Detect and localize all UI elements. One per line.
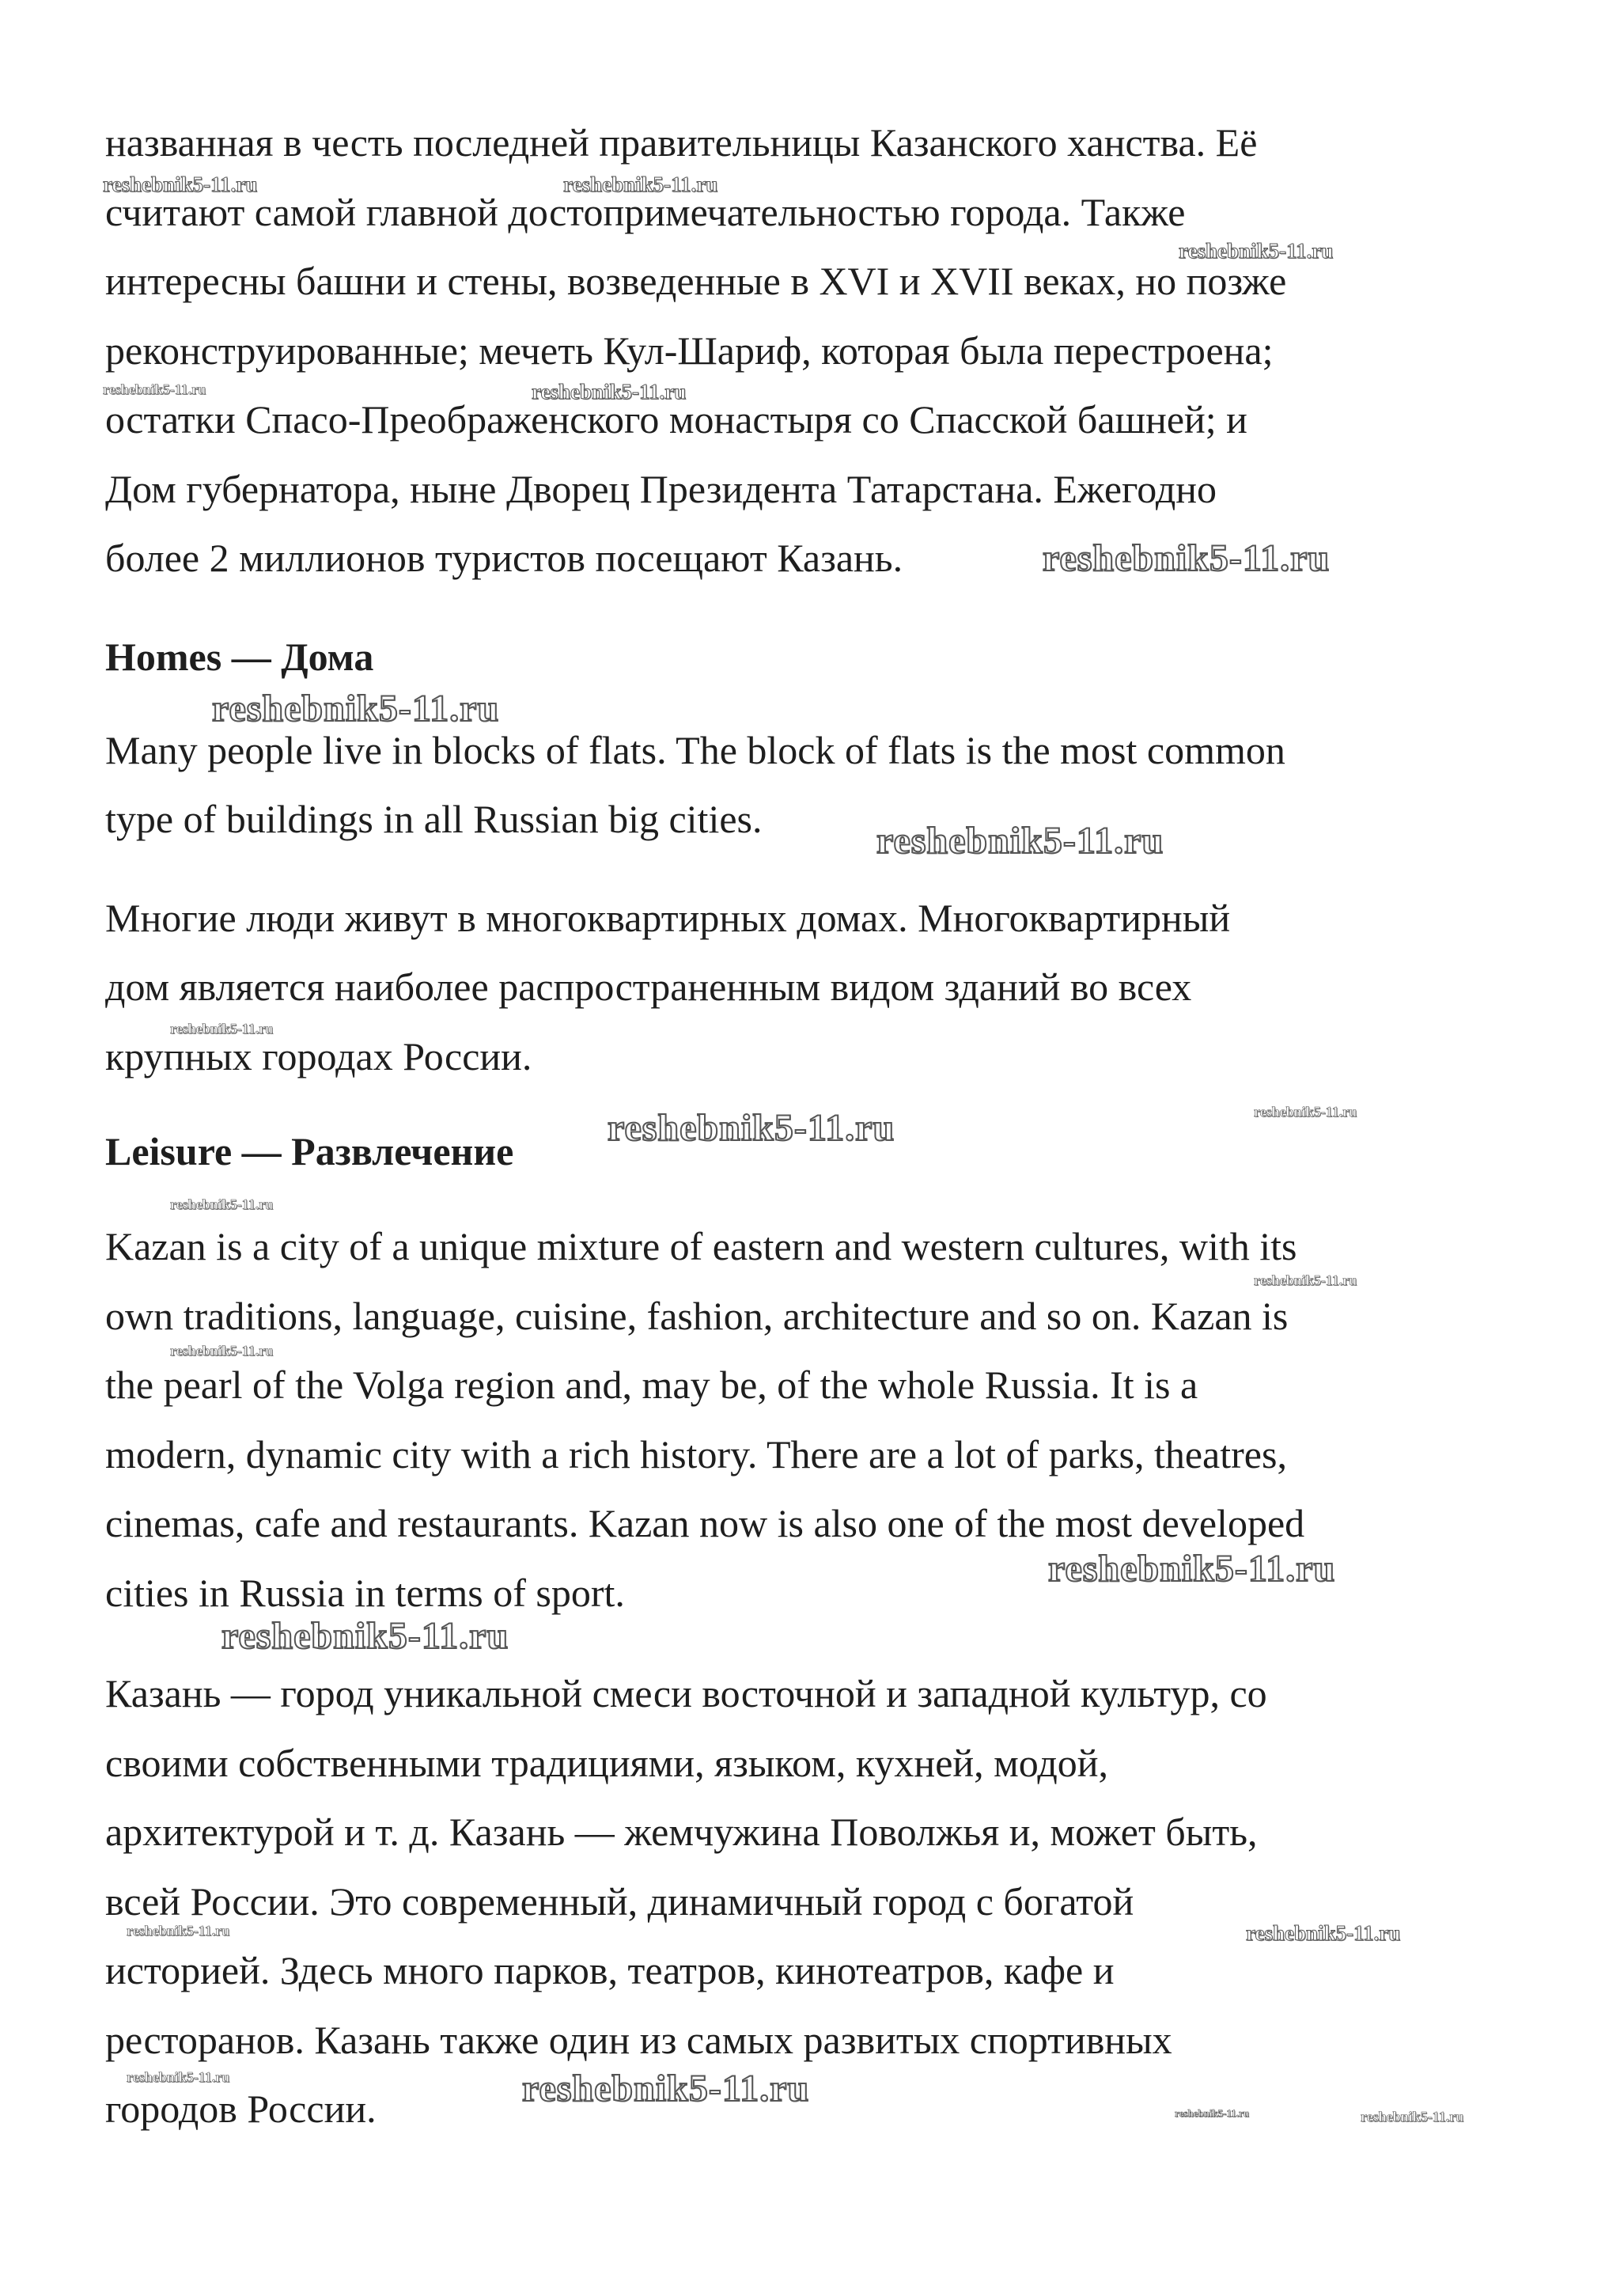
watermark: reshebnik5-11.ru [608, 1107, 895, 1149]
watermark: reshebnik5-11.ru [127, 1923, 230, 1939]
watermark: reshebnik5-11.ru [1175, 2107, 1250, 2119]
text-line: the pearl of the Volga region and, may be, of the whole Russia. It is a [105, 1363, 1198, 1407]
watermark: reshebnik5-11.ru [522, 2068, 810, 2110]
watermark: reshebnik5-11.ru [170, 1343, 274, 1359]
text-line: Казань — город уникальной смеси восточной и западной культур, со [105, 1671, 1267, 1715]
watermark: reshebnik5-11.ru [170, 1021, 274, 1037]
watermark: reshebnik5-11.ru [103, 381, 206, 397]
watermark: reshebnik5-11.ru [170, 1196, 274, 1212]
text-line: городов России. [105, 2087, 377, 2131]
watermark: reshebnik5-11.ru [1254, 1104, 1357, 1120]
watermark: reshebnik5-11.ru [1254, 1272, 1357, 1288]
text-line: крупных городах России. [105, 1034, 532, 1078]
text-line: архитектурой и т. д. Казань — жемчужина Поволжья и, может быть, [105, 1810, 1258, 1854]
watermark: reshebnik5-11.ru [1048, 1548, 1336, 1590]
text-line: интересны башни и стены, возведенные в XVI и XVII веках, но позже [105, 259, 1287, 303]
text-line: реконструированные; мечеть Кул-Шариф, которая была перестроена; [105, 328, 1274, 373]
text-line: Многие люди живут в многоквартирных домах. Многоквартирный [105, 896, 1231, 940]
text-line: Дом губернатора, ныне Дворец Президента Татарстана. Ежегодно [105, 467, 1217, 511]
text-line: считают самой главной достопримечательностью города. Также [105, 190, 1186, 234]
watermark: reshebnik5-11.ru [1043, 537, 1331, 579]
text-line: всей России. Это современный, динамичный город с богатой [105, 1879, 1134, 1924]
text-line: ресторанов. Казань также один из самых развитых спортивных [105, 2018, 1172, 2062]
watermark: reshebnik5-11.ru [103, 172, 258, 196]
section-heading-leisure: Leisure — Развлечение [105, 1129, 514, 1173]
text-line: own traditions, language, cuisine, fashion, architecture and so on. Kazan is [105, 1294, 1289, 1338]
watermark: reshebnik5-11.ru [532, 380, 687, 404]
text-line: названная в честь последней правительницы Казанского ханства. Её [105, 120, 1258, 165]
text-line: modern, dynamic city with a rich history. There are a lot of parks, theatres, [105, 1432, 1287, 1476]
watermark: reshebnik5-11.ru [876, 820, 1164, 862]
text-line: своими собственными традициями, языком, кухней, модой, [105, 1741, 1109, 1785]
text-line: Kazan is a city of a unique mixture of eastern and western cultures, with its [105, 1224, 1297, 1268]
watermark: reshebnik5-11.ru [563, 172, 718, 196]
text-line: Many people live in blocks of flats. The block of flats is the most common [105, 728, 1285, 772]
watermark: reshebnik5-11.ru [1361, 2109, 1464, 2125]
watermark: reshebnik5-11.ru [221, 1615, 509, 1657]
section-heading-homes: Homes — Дома [105, 635, 374, 679]
watermark: reshebnik5-11.ru [1179, 239, 1334, 263]
text-line: cities in Russia in terms of sport. [105, 1571, 625, 1615]
text-line: историей. Здесь много парков, театров, кинотеатров, кафе и [105, 1948, 1115, 1992]
watermark: reshebnik5-11.ru [212, 688, 500, 730]
text-line: дом является наиболее распространенным видом зданий во всех [105, 965, 1192, 1009]
text-line: type of buildings in all Russian big cities. [105, 797, 763, 841]
watermark: reshebnik5-11.ru [1246, 1921, 1401, 1945]
text-line: остатки Спасо-Преображенского монастыря со Спасской башней; и [105, 397, 1247, 442]
watermark: reshebnik5-11.ru [127, 2069, 230, 2085]
text-line: более 2 миллионов туристов посещают Казань. [105, 536, 903, 580]
text-line: cinemas, cafe and restaurants. Kazan now is also one of the most developed [105, 1501, 1305, 1545]
